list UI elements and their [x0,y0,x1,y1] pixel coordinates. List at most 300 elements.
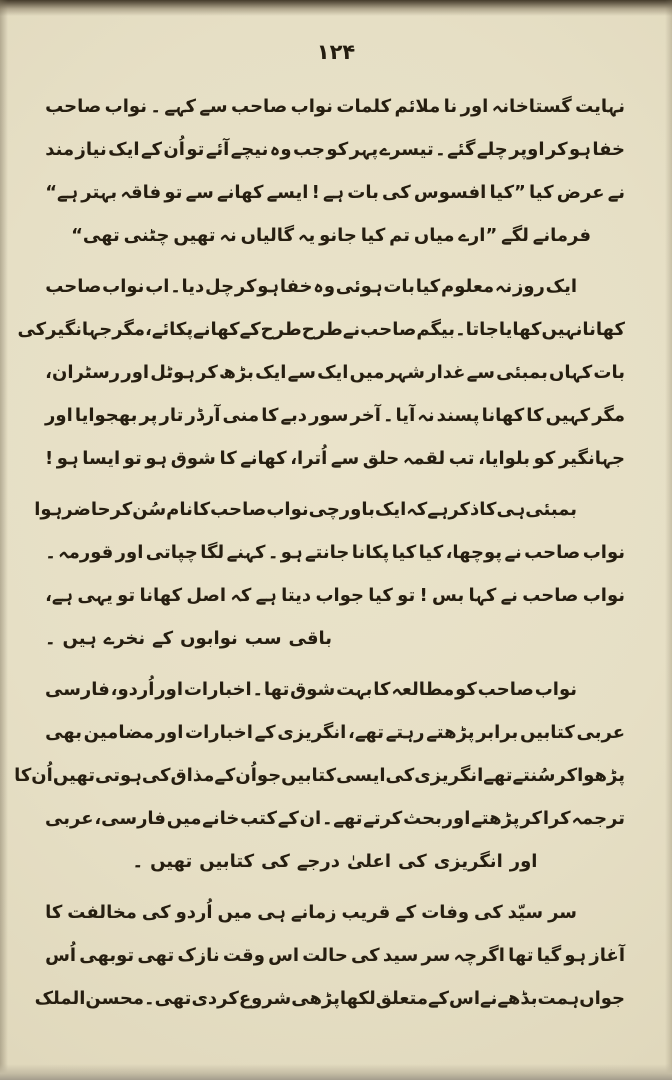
word: اُن [31,765,53,786]
text-line [34,488,625,531]
word: اور [155,722,184,743]
word: نواب [102,276,145,297]
word: اخبارات [183,679,252,700]
word: جانو [319,225,357,246]
word: درجے [296,851,340,872]
word: ۔ [170,276,181,297]
word: ! [311,182,320,203]
word: انگریزی [414,765,484,786]
word: ہو [564,945,587,966]
word: حالت [302,945,348,966]
text-line [45,617,625,660]
word: کا [14,765,32,786]
word: پڑھی [291,988,340,1009]
word: جواں [579,988,625,1009]
word: کہے [164,96,196,117]
word: کھانے [240,448,287,469]
word: خانے [202,808,240,829]
word: انگریزی [433,851,503,872]
word: کتب [240,808,277,829]
word: کے [152,628,174,649]
word: آغاز [589,945,625,966]
word: جہانگیر [558,448,625,469]
word: کو [455,679,477,700]
word: میں [166,808,202,829]
word: بمبئی [496,362,548,383]
word: برابر [476,722,519,743]
word: بات [383,276,415,297]
word: حلق [362,448,400,469]
word: آخر [350,405,381,426]
word: تھیں [150,851,193,872]
word: سیّد [507,902,544,923]
word: کھانا [582,319,625,340]
word: توبھی [79,945,135,966]
word: اس [268,945,300,966]
word: خفا [279,276,313,297]
text-line [45,934,625,977]
page-number: ۱۲۴ [316,40,356,64]
word: کیا [529,182,554,203]
word: نازک [177,945,220,966]
word: اعلیٰ [346,851,391,872]
word: کی [385,765,415,786]
word: اُن [235,765,257,786]
text-line [45,840,625,883]
word: دیتا [281,585,312,606]
word: فارسی، [94,808,166,829]
scan-edge-left [0,0,8,1080]
word: شروع [238,988,292,1009]
word: منی [222,405,260,426]
word: نواب [534,679,577,700]
word: نہ [219,225,237,246]
text-line [45,128,625,171]
word: دیا [181,276,205,297]
word: کے [239,319,261,340]
word: شوق [170,448,216,469]
word: افسوس [413,182,487,203]
text-line [45,171,625,214]
paragraph [45,85,625,257]
word: کہنے [226,542,266,563]
word: ایک [317,362,349,383]
word: کہیں [545,405,591,426]
word: وہ [269,139,292,160]
word: فاقہ [120,182,162,203]
word: اُن [163,139,185,160]
word: کی [261,851,290,872]
word: کی [17,319,47,340]
word: ہے [427,499,449,520]
text-line [45,214,625,257]
word: مذاق [170,765,215,786]
word: معلوم [441,276,495,297]
word: تھیں [52,765,96,786]
word: لگے [501,225,529,246]
word: دی [191,988,218,1009]
word: نام [166,499,193,520]
word: اور [155,679,184,700]
scan-edge-top [0,0,672,16]
word: ہوٹل [150,362,195,383]
word: جب [292,139,325,160]
word: کی [350,945,380,966]
word: نے [500,585,518,606]
word: چلے [476,139,508,160]
word: ۔ [45,542,56,563]
word: سب [244,628,282,649]
word: ہو [280,542,303,563]
word: ان [299,808,322,829]
word: ایسا [82,448,121,469]
word: سے [287,362,316,383]
word: قورمہ [58,542,114,563]
word: کہا [468,585,497,606]
word: ۔ [252,679,264,700]
word: نواب [290,96,333,117]
word: اُترا، [290,448,328,469]
text-line [45,351,625,394]
word: کلمات [336,96,392,117]
text-line [45,891,625,934]
word: جواب [315,585,364,606]
word: اصل [186,585,227,606]
word: بلوایا، [478,448,531,469]
word: کھایا [498,319,542,340]
word: رسٹران، [45,362,121,383]
word: پکائے، [145,319,194,340]
word: کی [141,902,171,923]
word: باورچی [308,499,375,520]
word: بمبئی [525,499,577,520]
word: کرتے [363,808,403,829]
word: کا [219,448,237,469]
word: کے [254,722,276,743]
word: باقی [288,628,333,649]
word: کے [214,765,236,786]
word: تھی“ [71,225,120,246]
word: لگا [200,542,225,563]
word: نخرے [103,628,146,649]
word: کیا [360,225,386,246]
text-line [45,574,625,617]
word: ہو [257,276,280,297]
word: پڑھوا [577,765,625,786]
word: ”کیا [489,182,526,203]
word: ہی [257,902,286,923]
word: عرض [556,182,605,203]
word: سور [309,405,349,426]
text-line [45,437,625,480]
word: تھی [154,988,192,1009]
word: ایسے [266,182,309,203]
word: صاحب [231,96,288,117]
word: کہ [230,585,252,606]
word: مگر [592,405,625,426]
paragraph [34,891,625,1020]
word: تھا [263,679,290,700]
word: پسند [436,405,480,426]
body-text [14,85,625,1020]
word: صاحب [524,542,581,563]
word: نواب [582,542,625,563]
word: یہ [297,225,316,246]
word: صاحب [45,96,102,117]
word: گالیاں [240,225,295,246]
word: اگرچہ [453,945,505,966]
word: بھی [45,722,82,743]
word: کر [110,499,133,520]
word: مگر [112,319,146,340]
word: چٹنی [123,225,170,246]
text-line [45,531,625,574]
word: کر [234,276,257,297]
word: اخبارات [185,722,253,743]
word: فارسی [45,679,110,700]
word: ہمت [537,988,580,1009]
word: آئے [205,139,230,160]
word: شہر [385,362,426,383]
word: نہ [417,405,435,426]
word: کا [192,499,211,520]
word: نے [480,988,498,1009]
word: تار [159,405,184,426]
word: نے [607,182,625,203]
word: کا [373,679,391,700]
word: پر [139,405,158,426]
word: آرڈر [185,405,221,426]
word: الملک [34,988,86,1009]
word: کرا [542,808,571,829]
word: ہیں [62,628,97,649]
paragraph [34,488,625,660]
word: کتابیں [199,851,255,872]
word: دبے [280,405,308,426]
word: کا [45,902,63,923]
word: ترجمہ [571,808,625,829]
word: نواب [104,96,147,117]
word: ۔ [382,405,394,426]
word: وفات [421,902,470,923]
word: ہوا [34,499,63,520]
word: سے [185,182,214,203]
word: ۔ [435,139,446,160]
paragraph [17,265,625,480]
word: ! [45,448,54,469]
word: نے [342,319,361,340]
word: کر [555,765,578,786]
word: نہیں [541,319,583,340]
word: تھی [137,945,175,966]
word: سے [466,362,495,383]
word: صاحب [45,276,102,297]
word: متعلق [375,988,428,1009]
word: تو [123,448,142,469]
word: ایک [255,362,287,383]
word: اور [45,405,73,426]
word: شوق [290,679,336,700]
word: کہ [406,499,428,520]
word: بس [432,585,465,606]
text-line [17,308,625,351]
word: بڈھے [497,988,538,1009]
word: نے [504,542,522,563]
word: کھانے [217,182,264,203]
word: کھانا [481,405,525,426]
word: اب [145,276,170,297]
word: محسن [85,988,145,1009]
word: صاحب [477,679,534,700]
word: خفا [592,139,625,160]
word: کھانا [139,585,183,606]
text-line [45,394,625,437]
word: نواب [266,499,309,520]
word: مخالفت [67,902,137,923]
word: پوچھا، [445,542,503,563]
word: آیا [395,405,416,426]
word: سے [199,96,228,117]
word: کی [382,182,411,203]
word: ! [419,585,428,606]
word: ۔ [144,988,155,1009]
word: مند [45,139,75,160]
word: سُن [132,499,167,520]
word: کر [545,139,568,160]
word: نواب [582,585,625,606]
word: عربی [576,722,625,743]
word: گستاخانہ [491,96,572,117]
text-line [45,85,625,128]
scan-edge-right [665,0,672,1080]
word: قریب [341,902,391,923]
word: پکانا [351,542,390,563]
word: ہو [569,139,591,160]
word: ذکر [448,499,480,520]
word: زمانے [290,902,337,923]
word: غدار [426,362,466,383]
word: ۔ [321,808,333,829]
word: ہے، [45,585,74,606]
word: عربی [45,808,94,829]
word: نیچے [230,139,269,160]
word: ”ارے [458,225,498,246]
word: ایسی [336,765,386,786]
word: بحث [403,808,442,829]
word: صاحب [360,319,417,340]
word: کر [196,362,218,383]
word: تھیں [173,225,216,246]
word: ۔ [132,851,144,872]
word: صاحب [210,499,267,520]
word: سید [382,945,419,966]
word: سے [330,448,360,469]
word: اُردو [175,902,213,923]
word: کی [474,902,503,923]
word: کے [140,139,162,160]
word: بیگم [416,319,456,340]
word: حاضر [62,499,111,520]
word: بہت [336,679,373,700]
word: پہر [349,139,379,160]
word: جو [256,765,282,786]
word: نا [443,96,458,117]
word: میاں [413,225,455,246]
text-line [45,711,625,754]
word: ہے [255,585,277,606]
text-line [45,668,625,711]
word: ہے [322,182,345,203]
word: لکھا [339,988,376,1009]
word: طرح [301,319,343,340]
scan-edge-bottom [0,1064,672,1080]
word: تم [389,225,411,246]
word: کر [520,808,543,829]
text-line [45,797,625,840]
word: کتابیں [281,765,337,786]
word: کو [326,139,349,160]
text-line [34,977,625,1020]
word: نہ [494,276,513,297]
word: ایک [374,499,407,520]
word: لقمہ [402,448,446,469]
word: کیا [418,542,444,563]
word: کی [141,765,171,786]
word: جانتے [305,542,350,563]
paragraph [14,668,625,883]
word: بات [347,182,379,203]
word: یہی [77,585,113,606]
word: تھے [483,765,513,786]
word: چل [205,276,235,297]
word: اور [121,362,150,383]
word: تھا [508,945,534,966]
word: ایک [108,139,140,160]
word: نوابوں [180,628,238,649]
word: میں [217,902,253,923]
word: نہایت [575,96,625,117]
word: جاتا [465,319,499,340]
word: کے [428,988,450,1009]
word: ۔ [267,542,279,563]
word: اور [509,851,538,872]
word: ۔ [45,628,56,649]
word: ہو [56,448,79,469]
word: کھانے [193,319,240,340]
word: تھے، [348,722,385,743]
word: تو [186,139,205,160]
word: چپاتی [145,542,198,563]
word: مضامین [83,722,154,743]
word: ۔ [150,96,161,117]
word: ہوتی [95,765,142,786]
word: بہتر [81,182,118,203]
word: اُس [45,945,77,966]
word: تیسرے [379,139,434,160]
word: کیا [391,542,417,563]
word: کیا [368,585,393,606]
word: اس [449,988,481,1009]
word: رہتے [385,722,425,743]
word: اوپر [509,139,545,160]
word: روز [512,276,545,297]
word: وہ [313,276,336,297]
word: کا [526,405,544,426]
word: کی [398,851,427,872]
word: تب [448,448,475,469]
word: کہاں [549,362,593,383]
word: تو [117,585,136,606]
